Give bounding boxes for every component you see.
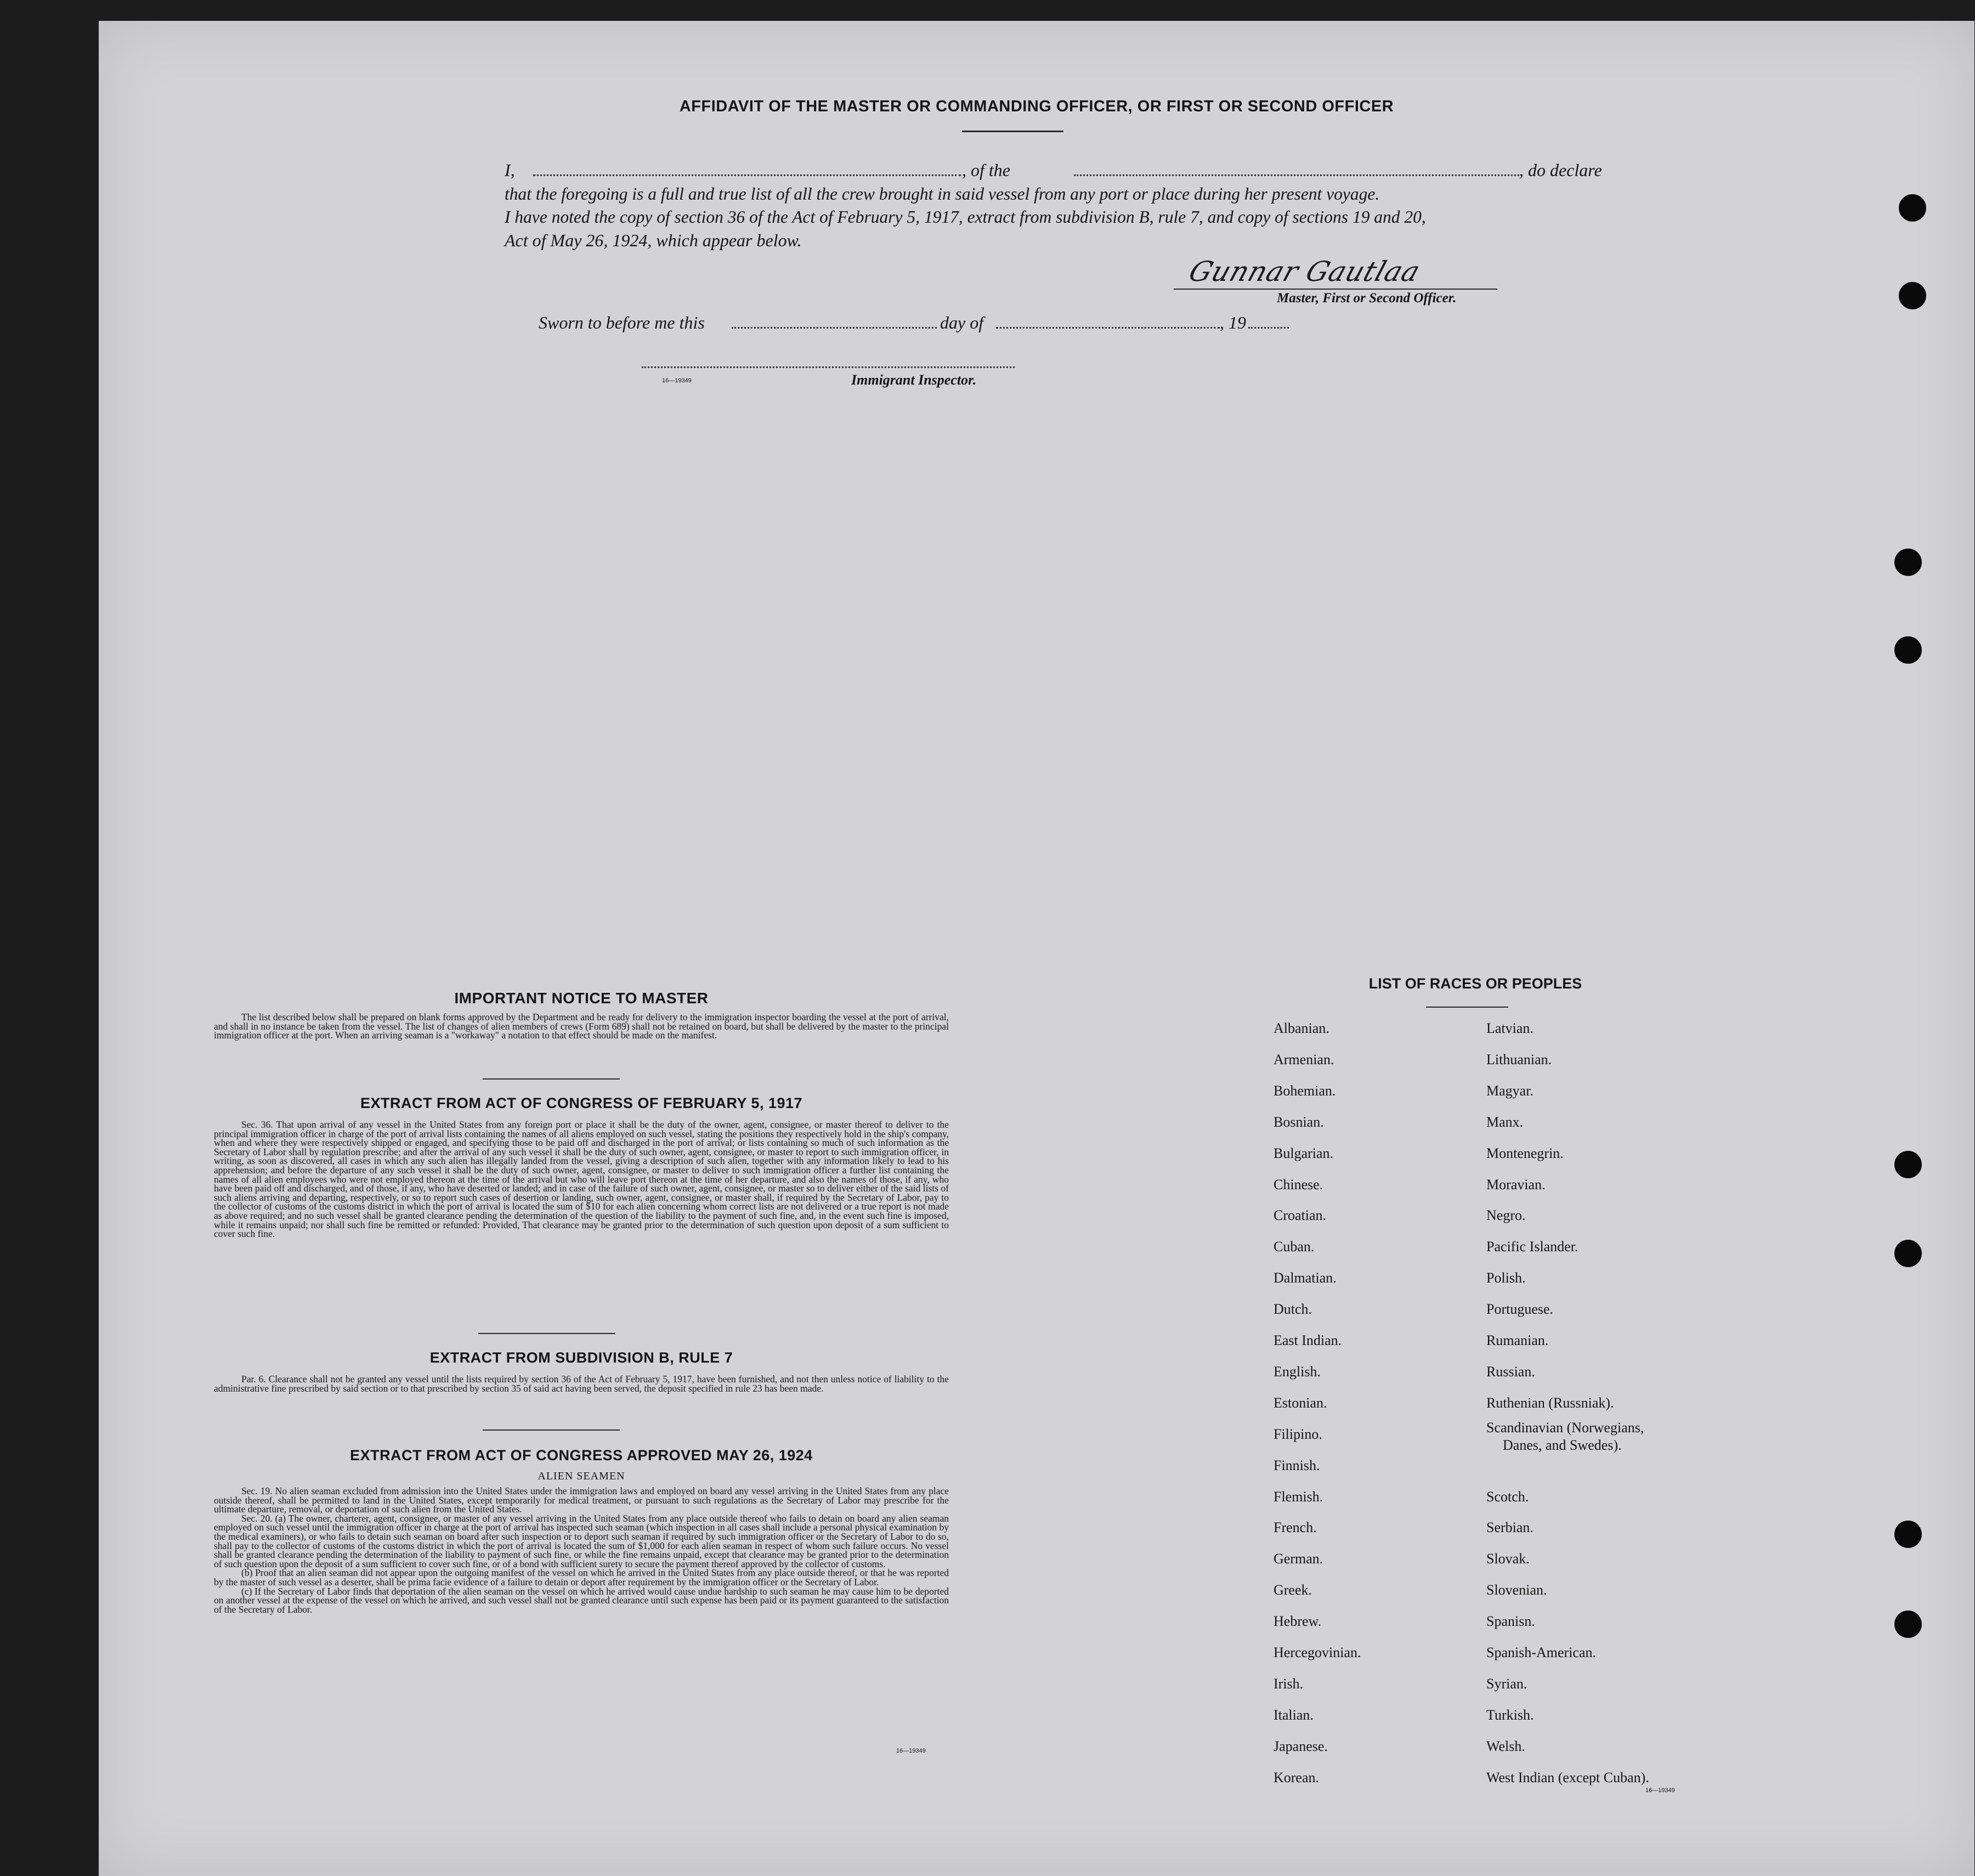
race-item: Dalmatian.: [1274, 1270, 1337, 1286]
extract-1917-title: EXTRACT FROM ACT OF CONGRESS OF FEBRUARY 5, 1917: [360, 1095, 803, 1111]
sworn-year-blank: [1248, 327, 1289, 329]
race-item: Syrian.: [1486, 1675, 1527, 1692]
race-item: Montenegrin.: [1486, 1145, 1564, 1161]
sec-20c-paragraph: (c) If the Secretary of Labor finds that deportation of the alien seaman on the vessel on which he arrived would cause undue hardship to such seaman he may cause him to be deported on another vessel at the expense of the vessel on which he arrived, and such vessel shall not be granted clearance until such expense has been paid or its payment guaranteed to the satisfaction of the Secretary of Labor.: [214, 1585, 949, 1615]
race-item: Korean.: [1274, 1769, 1320, 1785]
race-item: Ruthenian (Russniak).: [1486, 1394, 1614, 1411]
notice-title: IMPORTANT NOTICE TO MASTER: [454, 990, 709, 1007]
sec-20a-paragraph: Sec. 20. (a) The owner, charterer, agent, consignee, or master of any vessel arriving in the United States from any place outside thereof who fails to detain on board any alien seaman employed on such vessel until the immigration officer in charge at the port of arrival has inspected such seaman (which inspection in all cases shall include a personal physical examination by the medical examiners), or who fails to detain such seaman on board after such inspection or to deport such seaman if required by such immigration officer or the Secretary of Labor to do so, shall pay to the collector of customs of the customs district in which the port of arrival is located the sum of $1,000 for each alien seaman in respect of whom such failure occurs. No vessel shall be granted clearance pending the determination of the liability to payment of such fine, or while the fine remains unpaid, except that clearance may be granted prior to the determination of such question upon the deposit of a sum sufficient to cover such fine, or of a bond with sufficient surety to secure the payment thereof approved by the collector of customs.: [214, 1512, 949, 1569]
section-divider: [483, 1078, 620, 1080]
race-item: Greek.: [1274, 1582, 1312, 1598]
subdivision-b-title: EXTRACT FROM SUBDIVISION B, RULE 7: [429, 1349, 733, 1366]
race-item: Scandinavian (Norwegians,: [1486, 1419, 1644, 1436]
race-item: Armenian.: [1274, 1051, 1334, 1067]
extract-1924-text: [214, 1487, 949, 1614]
sworn-prefix: Sworn to before me this: [539, 313, 705, 332]
race-item: Bulgarian.: [1274, 1145, 1334, 1161]
race-item: Spanish-American.: [1486, 1645, 1597, 1660]
race-item: Spanisn.: [1486, 1613, 1535, 1630]
form-number: 16—19349: [896, 1748, 926, 1754]
notice-text: [214, 1013, 949, 1040]
race-item: Welsh.: [1486, 1738, 1525, 1754]
race-item: Japanese.: [1274, 1738, 1328, 1754]
race-item: Bohemian.: [1274, 1082, 1336, 1099]
race-item: Magyar.: [1486, 1082, 1533, 1099]
master-name-blank: [533, 174, 961, 176]
race-item: Filipino.: [1274, 1426, 1322, 1442]
inspector-caption: Immigrant Inspector.: [851, 372, 977, 388]
extract-1917-text: [214, 1120, 949, 1239]
alien-seamen-subtitle: ALIEN SEAMEN: [537, 1470, 625, 1482]
race-item: Dutch.: [1274, 1301, 1312, 1318]
race-item: Slovenian.: [1486, 1582, 1547, 1598]
punch-hole: [1894, 549, 1922, 576]
race-item: Chinese.: [1274, 1176, 1323, 1193]
sworn-month-blank: [996, 327, 1220, 329]
subdivision-b-text: [214, 1375, 949, 1393]
signature-line: [1174, 289, 1497, 290]
race-item: Albanian.: [1274, 1020, 1329, 1036]
master-signature: Gunnar Gautlaa: [1185, 256, 1425, 287]
section-36-paragraph: Sec. 36. That upon arrival of any vessel in the United States from any foreign port or place it shall be the duty of the owner, agent, consignee, or master thereof to deliver to the principal immigration officer in charge of the port of arrival lists containing the names of all aliens employed on such vessel, stating the positions they respectively hold in the ship's company, when and where they were respectively shipped or engaged, and specifying those to be paid off and discharged in the port of arrival; or lists containing so much of such information as the Secretary of Labor shall by regulation prescribe; and after the arrival of any such vessel it shall be the duty of such owner, agent, consignee, or master to report to such immigration officer, in writing, as soon as discovered, all cases in which any such alien has illegally landed from the vessel, giving a description of such alien, together with any information likely to lead to his apprehension; and before the departure of any such vessel it shall be the duty of such owner, agent, consignee, or master to deliver to such immigration officer a further list containing the names of all alien employees who were not employed thereon at the time of the arrival but who will leave port thereon at the time of her departure, and also the names of those, if any, who have been paid off and discharged, and of those, if any, who have deserted or landed; and in case of the failure of such owner, agent, consignee, or master so to deliver either of the said lists of such aliens arriving and departing, respectively, or so to report such cases of desertion or landing, such owner, agent, consignee, or master shall, if required by the Secretary of Labor, pay to the collector of customs of the customs district in which the port of arrival is located the sum of $10 for each alien concerning whom correct lists are not delivered or a true report is not made as above required; and no such vessel shall be granted clearance pending the determination of the question of the liability to the payment of such fine, and, in the event such fine is imposed, while it remains unpaid; nor shall such fine be remitted or refunded: Provided, That clearance may be granted prior to the determination of such question upon deposit of a sum sufficient to cover such fine.: [214, 1119, 949, 1240]
affidavit-line-3: I have noted the copy of section 36 of the Act of February 5, 1917, extract from subdivision B, rule 7, and copy of sections 19 and 20,: [505, 207, 1426, 227]
race-item: Croatian.: [1274, 1207, 1327, 1224]
signature-caption: Master, First or Second Officer.: [1277, 291, 1457, 306]
race-item: Negro.: [1486, 1207, 1526, 1224]
race-item: Manx.: [1486, 1114, 1524, 1130]
race-item: Bosnian.: [1274, 1114, 1324, 1130]
section-divider: [483, 1429, 620, 1431]
document-page: [99, 21, 1974, 1876]
race-item: Finnish.: [1274, 1457, 1320, 1473]
race-item: Moravian.: [1486, 1176, 1546, 1193]
sworn-day-of: day of: [940, 313, 984, 332]
race-item: Slovak.: [1486, 1551, 1530, 1567]
vessel-name-blank: [1074, 174, 1519, 176]
sec-20b-paragraph: (b) Proof that an alien seaman did not appear upon the outgoing manifest of the vessel on which he arrived in the United States from any place outside thereof, or that he was reported by the master of such vessel as a deserter, shall be prima facie evidence of a failure to detain or deport after requirement by the immigration officer or the Secretary of Labor.: [214, 1567, 949, 1587]
races-title-underline: [1426, 1007, 1508, 1008]
race-item: Portuguese.: [1486, 1301, 1554, 1318]
race-item: Rumanian.: [1486, 1332, 1549, 1348]
race-item: Hebrew.: [1274, 1613, 1322, 1630]
notice-paragraph: The list described below shall be prepared on blank forms approved by the Department and be ready for delivery to the immigration inspector boarding the vessel at the port of arrival, and shall in no instance be taken from the vessel. The list of changes of alien members of crews (Form 689) shall not be retained on board, but shall be delivered by the master to the principal immigration officer at the port. When an arriving seaman is a "workaway" a notation to that effect should be made on the manifest.: [214, 1012, 949, 1041]
punch-hole: [1894, 636, 1922, 664]
race-item: German.: [1274, 1551, 1323, 1567]
inspector-signature-line: [642, 366, 1015, 368]
punch-hole: [1894, 1521, 1922, 1548]
race-item: Polish.: [1486, 1270, 1526, 1286]
race-item: Lithuanian.: [1486, 1051, 1552, 1067]
race-item: French.: [1274, 1519, 1317, 1536]
form-number: 16—19349: [1645, 1787, 1675, 1794]
title-underline: [962, 131, 1063, 132]
race-item: East Indian.: [1274, 1332, 1342, 1348]
punch-hole: [1894, 1151, 1922, 1178]
race-item: Italian.: [1274, 1707, 1314, 1723]
form-number: 16—19349: [662, 377, 692, 384]
race-item: Danes, and Swedes).: [1503, 1437, 1622, 1453]
races-title: LIST OF RACES OR PEOPLES: [1368, 975, 1582, 992]
race-item: Turkish.: [1486, 1707, 1534, 1723]
punch-hole: [1899, 194, 1926, 222]
race-item: Cuban.: [1274, 1239, 1315, 1255]
race-item: Estonian.: [1274, 1394, 1327, 1411]
sworn-day-blank: [732, 327, 937, 329]
race-item: Pacific Islander.: [1486, 1239, 1578, 1255]
race-item: Hercegovinian.: [1274, 1645, 1361, 1660]
affidavit-line-4: Act of May 26, 1924, which appear below.: [505, 230, 802, 250]
par-6-paragraph: Par. 6. Clearance shall not be granted any vessel until the lists required by section 36 of the Act of February 5, 1917, have been furnished, and not then unless notice of liability to the administrative fine prescribed by said section or to that prescribed by section 35 of said act having been served, the deposit specified in rule 23 has been made.: [214, 1374, 949, 1394]
race-item: Scotch.: [1486, 1488, 1529, 1505]
race-item: Serbian.: [1486, 1519, 1533, 1536]
race-item: Irish.: [1274, 1675, 1304, 1692]
punch-hole: [1894, 1611, 1922, 1638]
race-item: West Indian (except Cuban).: [1486, 1769, 1649, 1785]
sworn-year: , 19: [1220, 313, 1246, 332]
section-divider: [478, 1333, 615, 1334]
affidavit-line-i: I,: [505, 160, 515, 180]
affidavit-title: AFFIDAVIT OF THE MASTER OR COMMANDING OFFICER, OR FIRST OR SECOND OFFICER: [679, 98, 1394, 115]
extract-1924-title: EXTRACT FROM ACT OF CONGRESS APPROVED MAY 26, 1924: [350, 1447, 813, 1463]
race-item: Flemish.: [1274, 1488, 1323, 1505]
race-item: English.: [1274, 1363, 1321, 1380]
punch-hole: [1894, 1240, 1922, 1267]
affidavit-do-declare: , do declare: [1519, 160, 1602, 180]
affidavit-line-2: that the foregoing is a full and true list of all the crew brought in said vessel from any port or place during her present voyage.: [505, 184, 1380, 204]
affidavit-of-the: , of the: [962, 160, 1010, 180]
race-item: Russian.: [1486, 1363, 1535, 1380]
sec-19-paragraph: Sec. 19. No alien seaman excluded from admission into the United States under the immigration laws and employed on board any vessel arriving in the United States from any place outside thereof, shall be permitted to land in the United States, except temporarily for medical treatment, or pursuant to such regulations as the Secretary of Labor may prescribe for the ultimate departure, removal, or deportation of such alien from the United States.: [214, 1485, 949, 1515]
race-item: Latvian.: [1486, 1020, 1533, 1036]
punch-hole: [1899, 282, 1926, 309]
